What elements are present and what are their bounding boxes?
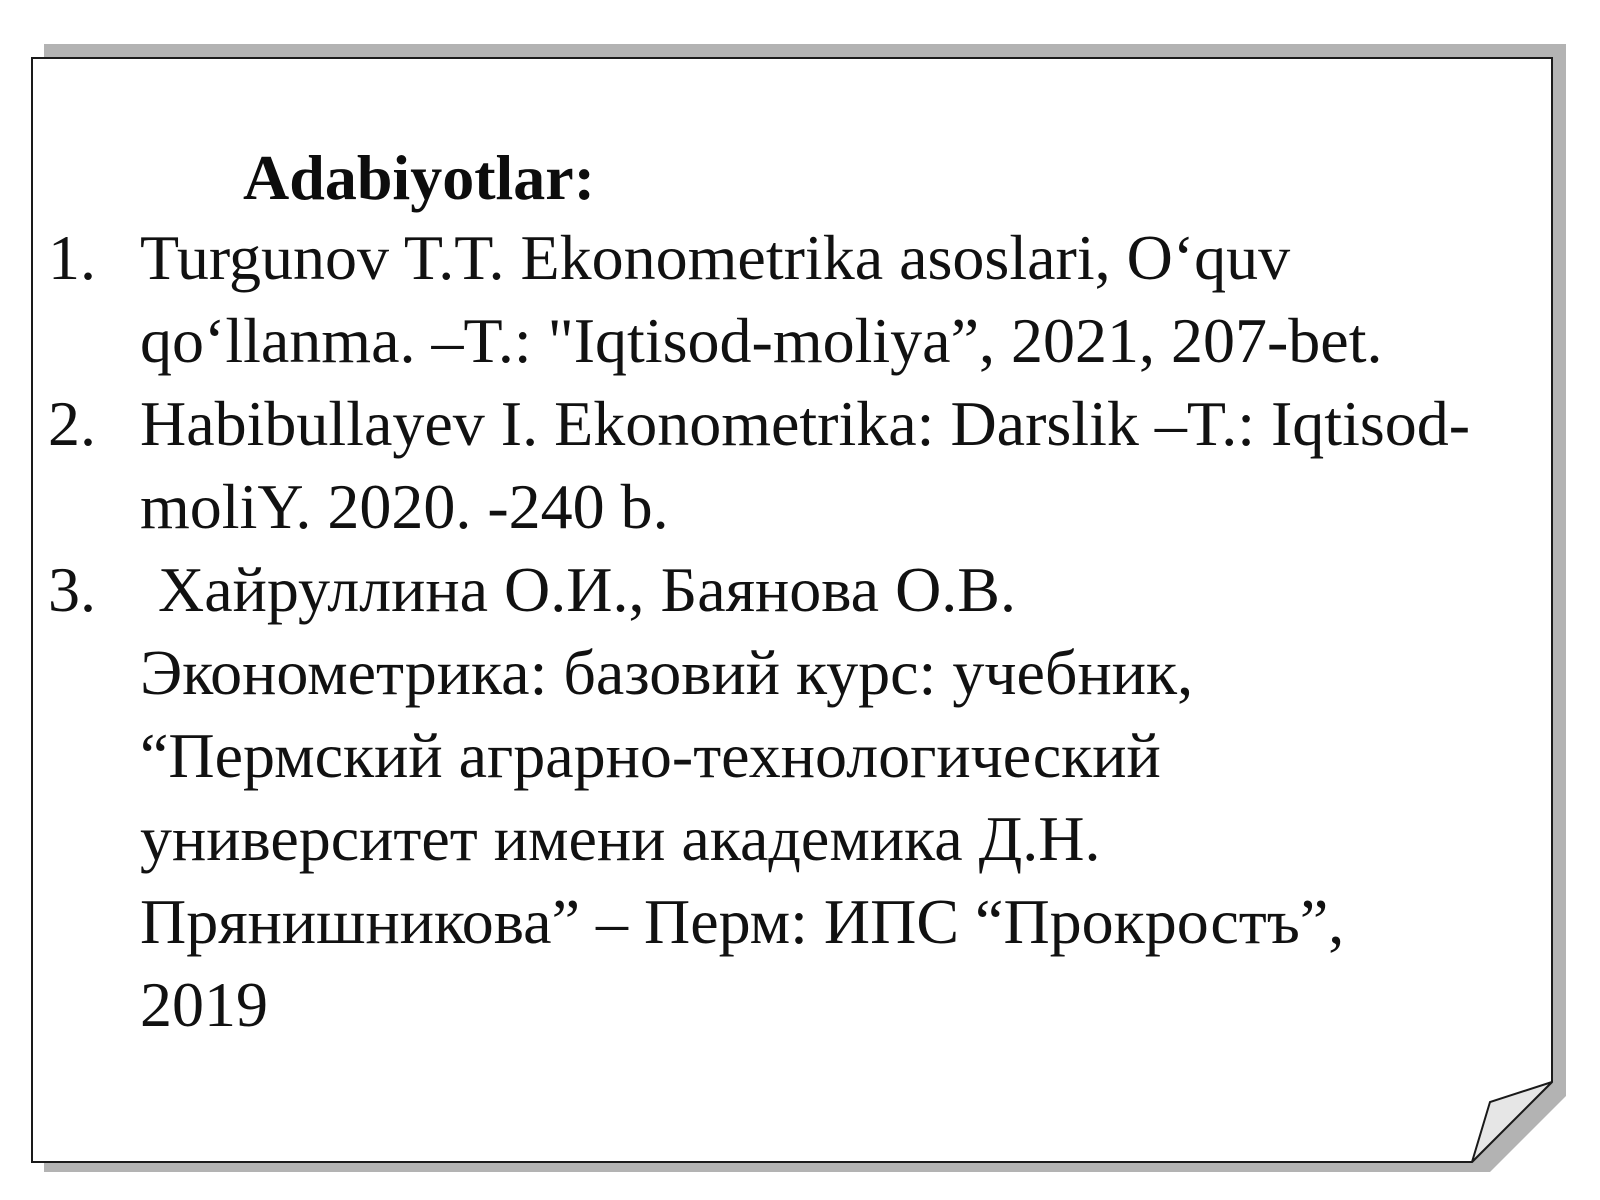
reference-number: 1.	[48, 222, 96, 293]
reference-item-3	[48, 548, 1488, 1046]
references-content	[48, 140, 1488, 1046]
reference-number: 3.	[48, 554, 96, 625]
reference-text-title: Эконометрика: базовий курс: учебник, “Пермский аграрно-технологический университет имени академика Д.Н. Прянишникова” – Перм: ИПС “Прокростъ”, 2019	[140, 637, 1345, 1040]
reference-number: 2.	[48, 388, 96, 459]
references-list	[48, 216, 1488, 1046]
reference-text-authors: Хайруллина О.И., Баянова О.В.	[158, 554, 1016, 625]
references-heading: Adabiyotlar:	[243, 142, 595, 213]
reference-item-2	[48, 382, 1488, 548]
reference-item-1	[48, 216, 1488, 382]
reference-text: Habibullayev I. Ekonometrika: Darslik –T.: Iqtisod-moliY. 2020. -240 b.	[140, 388, 1471, 542]
reference-text: Turgunov T.T. Ekonometrika asoslari, O‘quv qo‘llanma. –T.: "Iqtisod-moliya”, 2021, 207-bet.	[140, 222, 1383, 376]
